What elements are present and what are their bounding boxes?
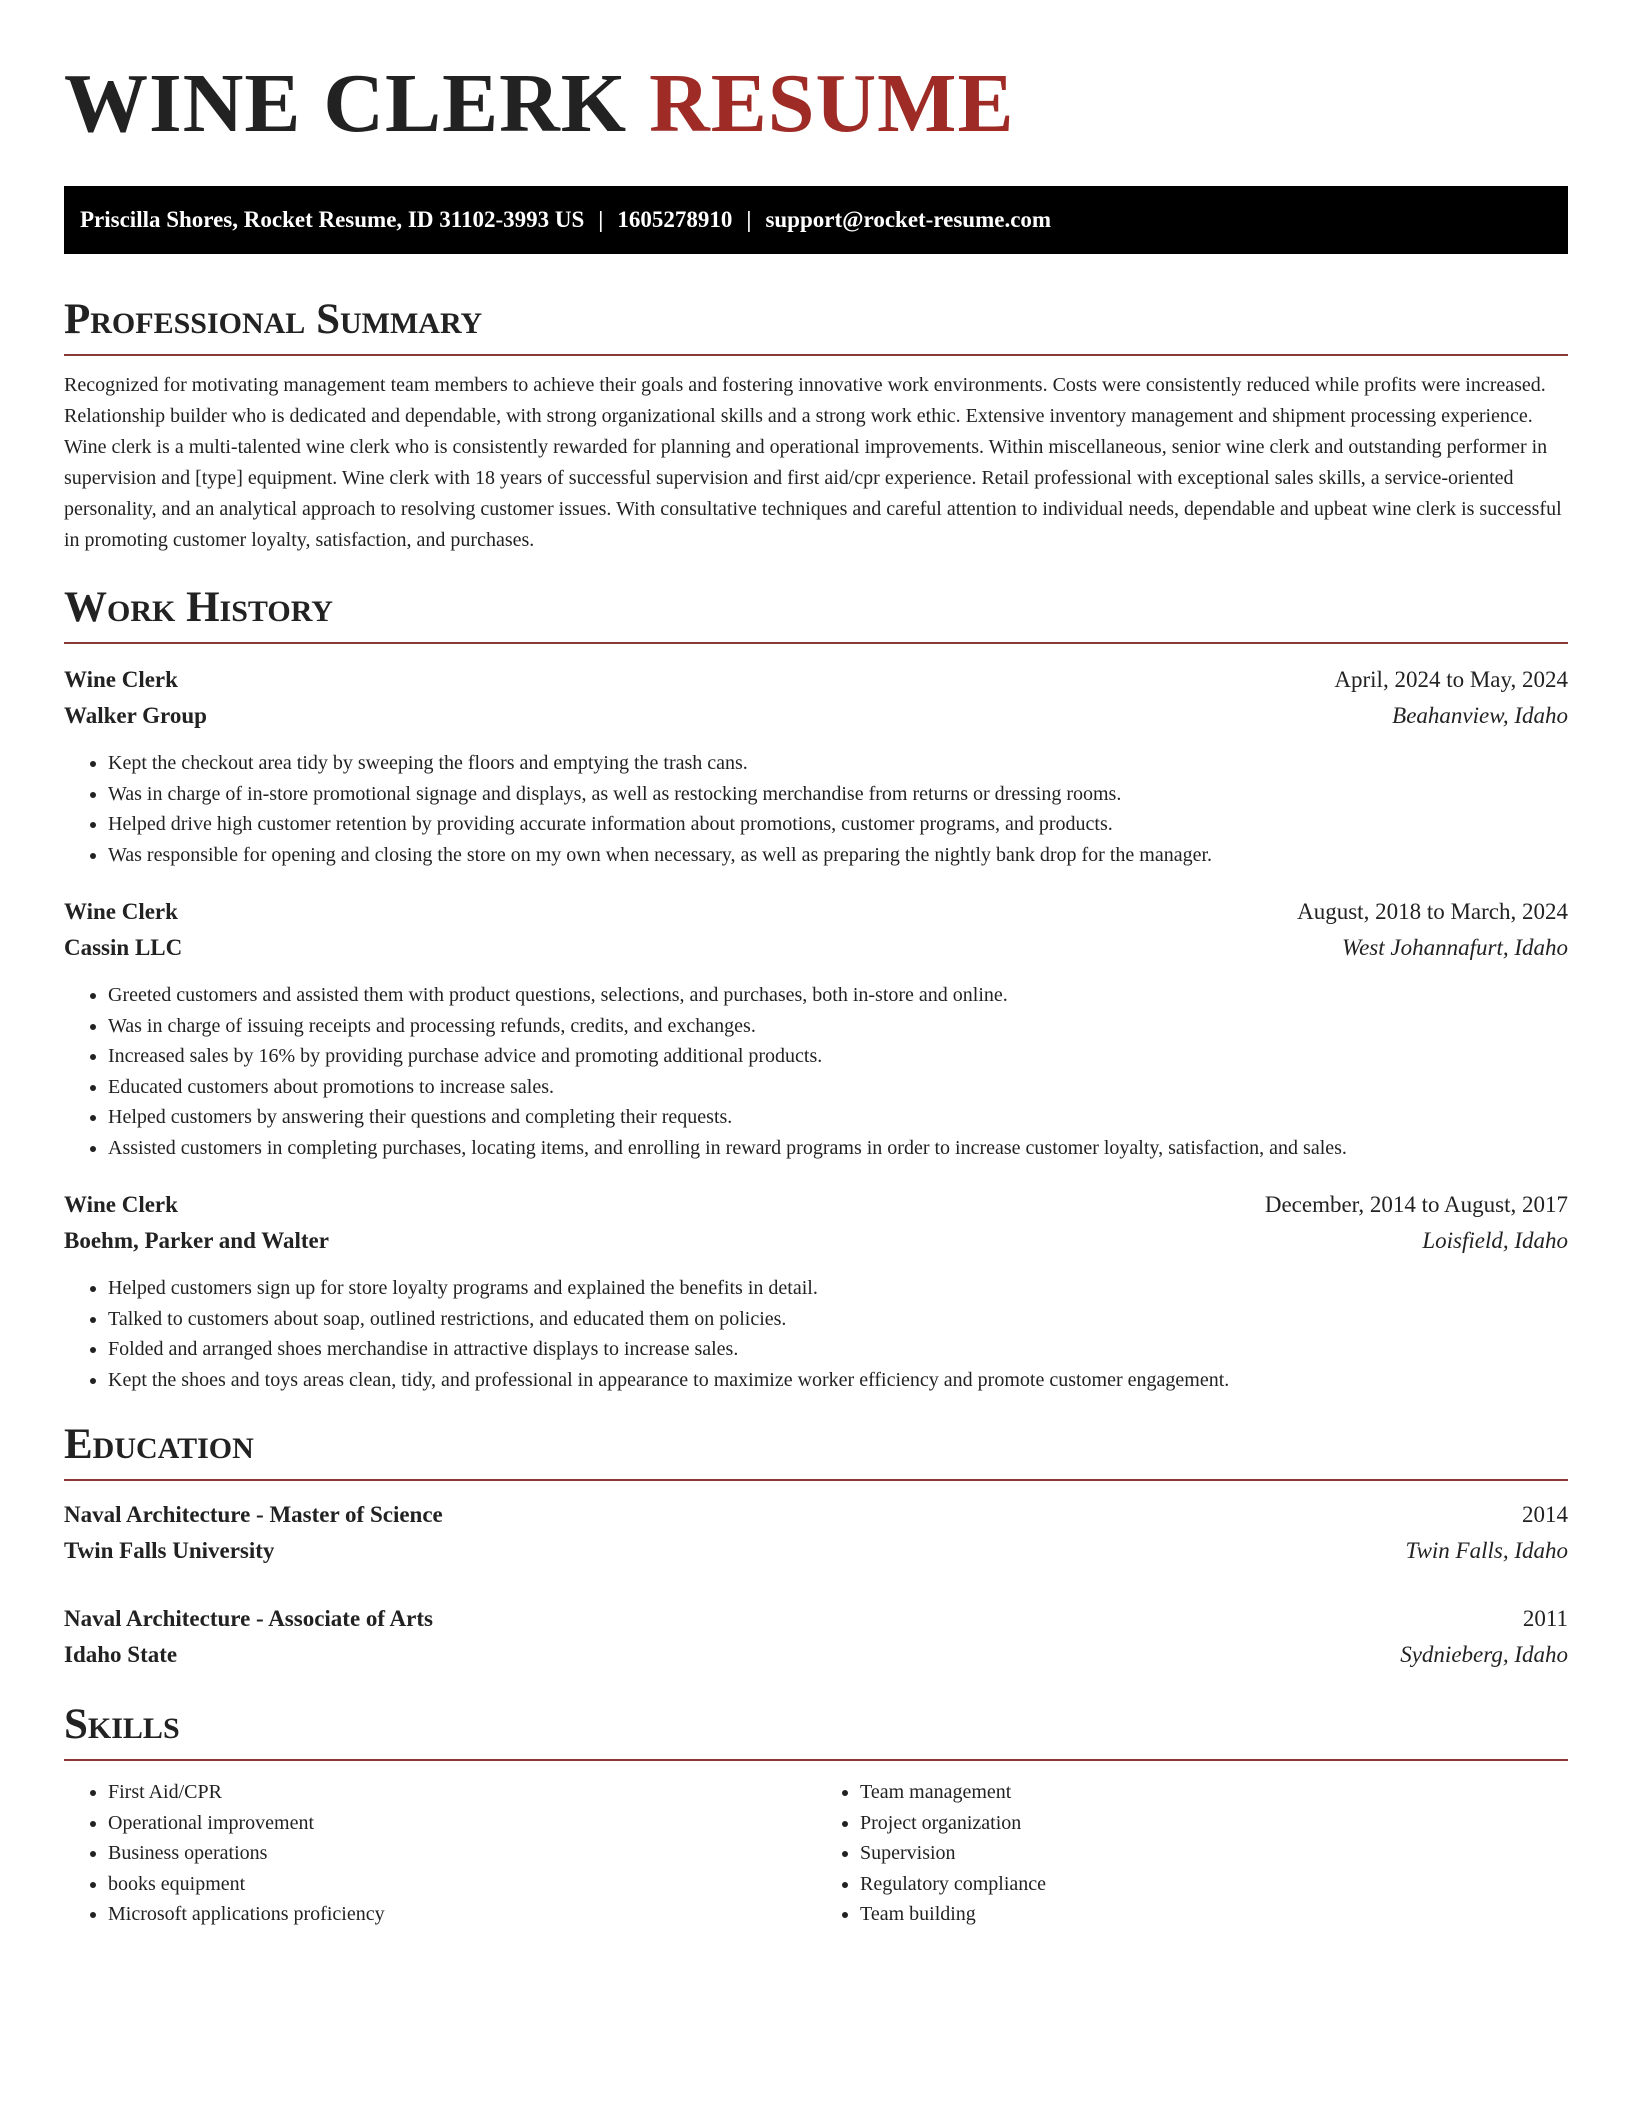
job-bullets: [64, 980, 1568, 1163]
job-bullet: • Assisted customers in completing purchases, locating items, and enrolling in reward programs in order to increase customer loyalty, satisfaction, and sales.: [108, 1133, 1568, 1164]
education-degree: Naval Architecture - Master of Science: [64, 1502, 443, 1527]
job-company: Walker Group: [64, 703, 207, 728]
skills-column-right: [816, 1777, 1568, 1930]
education-degree-row: [64, 1601, 1568, 1637]
contact-bar: [64, 186, 1568, 254]
job-company: Boehm, Parker and Walter: [64, 1228, 329, 1253]
job-company-row: [64, 930, 1568, 966]
job-title: Wine Clerk: [64, 667, 178, 692]
job-bullet: • Educated customers about promotions to increase sales.: [108, 1072, 1568, 1103]
summary-text: Recognized for motivating management team members to achieve their goals and fostering innovative work environments. Costs were consistently reduced while profits were increased. Relationship builder who is dedicated and dependable, with strong organizational skills and a strong work ethic. Extensive inventory management and shipment processing experience. Wine clerk is a multi-talented wine clerk who is consistently rewarded for planning and operational improvements. Within miscellaneous, senior wine clerk and outstanding performer in supervision and [type] equipment. Wine clerk with 18 years of successful supervision and first aid/cpr experience. Retail professional with exceptional sales skills, a service-oriented personality, and an analytical approach to resolving customer issues. With consultative techniques and careful attention to individual needs, dependable and upbeat wine clerk is successful in promoting customer loyalty, satisfaction, and purchases.: [64, 374, 1562, 551]
job-title: Wine Clerk: [64, 1192, 178, 1217]
education-location: Sydnieberg, Idaho: [1400, 1642, 1568, 1667]
education-degree-row: [64, 1497, 1568, 1533]
job-bullet: • Kept the shoes and toys areas clean, tidy, and professional in appearance to maximize worker efficiency and promote customer engagement.: [108, 1365, 1568, 1396]
skill-item: • Operational improvement: [108, 1808, 816, 1839]
skill-item: • Regulatory compliance: [860, 1869, 1568, 1900]
job-title-row: [64, 1187, 1568, 1223]
contact-separator: |: [598, 207, 604, 232]
work-history-heading: Work History: [64, 580, 1568, 644]
job-bullet: • Was responsible for opening and closing the store on my own when necessary, as well as preparing the nightly bank drop for the manager.: [108, 840, 1568, 871]
job-bullet: • Was in charge of issuing receipts and processing refunds, credits, and exchanges.: [108, 1011, 1568, 1042]
job-location: West Johannafurt, Idaho: [1342, 935, 1568, 960]
education-heading: Education: [64, 1417, 1568, 1481]
job-entry: [64, 894, 1568, 1163]
job-title-row: [64, 894, 1568, 930]
education-school: Idaho State: [64, 1642, 178, 1667]
contact-phone: 1605278910: [617, 207, 733, 232]
skill-item: • First Aid/CPR: [108, 1777, 816, 1808]
job-dates: April, 2024 to May, 2024: [1334, 667, 1568, 692]
job-location: Beahanview, Idaho: [1392, 703, 1568, 728]
education-year: 2011: [1522, 1606, 1568, 1631]
job-bullet: • Helped drive high customer retention by providing accurate information about promotions, customer programs, and products.: [108, 809, 1568, 840]
skill-item: • Project organization: [860, 1808, 1568, 1839]
job-bullets: [64, 1273, 1568, 1395]
job-bullet: • Kept the checkout area tidy by sweeping the floors and emptying the trash cans.: [108, 748, 1568, 779]
education-school-row: [64, 1637, 1568, 1673]
job-bullets: [64, 748, 1568, 870]
skill-item: • Supervision: [860, 1838, 1568, 1869]
job-bullet: • Talked to customers about soap, outlined restrictions, and educated them on policies.: [108, 1304, 1568, 1335]
education-degree: Naval Architecture - Associate of Arts: [64, 1606, 433, 1631]
job-location: Loisfield, Idaho: [1422, 1228, 1568, 1253]
summary-heading: Professional Summary: [64, 292, 1568, 356]
title-accent: RESUME: [649, 57, 1015, 150]
education-school: Twin Falls University: [64, 1538, 275, 1563]
contact-address: Priscilla Shores, Rocket Resume, ID 31102-3993 US: [80, 207, 585, 232]
skill-item: • Team management: [860, 1777, 1568, 1808]
contact-separator: |: [746, 207, 752, 232]
skills-list: [64, 1777, 1568, 1930]
job-title-row: [64, 662, 1568, 698]
skill-item: • Business operations: [108, 1838, 816, 1869]
job-entry: [64, 662, 1568, 870]
job-company-row: [64, 1223, 1568, 1259]
skill-item: • books equipment: [108, 1869, 816, 1900]
job-bullet: • Was in charge of in-store promotional signage and displays, as well as restocking merchandise from returns or dressing rooms.: [108, 779, 1568, 810]
job-company-row: [64, 698, 1568, 734]
education-entry: [64, 1497, 1568, 1569]
resume-title: [64, 0, 1568, 152]
job-dates: December, 2014 to August, 2017: [1264, 1192, 1568, 1217]
title-main: WINE CLERK: [64, 57, 628, 150]
job-bullet: • Helped customers by answering their questions and completing their requests.: [108, 1102, 1568, 1133]
skill-item: • Microsoft applications proficiency: [108, 1899, 816, 1930]
skills-heading: Skills: [64, 1697, 1568, 1761]
education-year: 2014: [1522, 1502, 1568, 1527]
job-bullet: • Folded and arranged shoes merchandise in attractive displays to increase sales.: [108, 1334, 1568, 1365]
skills-column-left: [64, 1777, 816, 1930]
job-entry: [64, 1187, 1568, 1395]
job-company: Cassin LLC: [64, 935, 183, 960]
education-location: Twin Falls, Idaho: [1405, 1538, 1568, 1563]
skill-item: • Team building: [860, 1899, 1568, 1930]
contact-email: support@rocket-resume.com: [765, 207, 1052, 232]
job-dates: August, 2018 to March, 2024: [1297, 899, 1568, 924]
job-bullet: • Increased sales by 16% by providing purchase advice and promoting additional products.: [108, 1041, 1568, 1072]
job-bullet: • Helped customers sign up for store loyalty programs and explained the benefits in detail.: [108, 1273, 1568, 1304]
education-entry: [64, 1601, 1568, 1673]
education-school-row: [64, 1533, 1568, 1569]
job-title: Wine Clerk: [64, 899, 178, 924]
job-bullet: • Greeted customers and assisted them with product questions, selections, and purchases, both in-store and online.: [108, 980, 1568, 1011]
